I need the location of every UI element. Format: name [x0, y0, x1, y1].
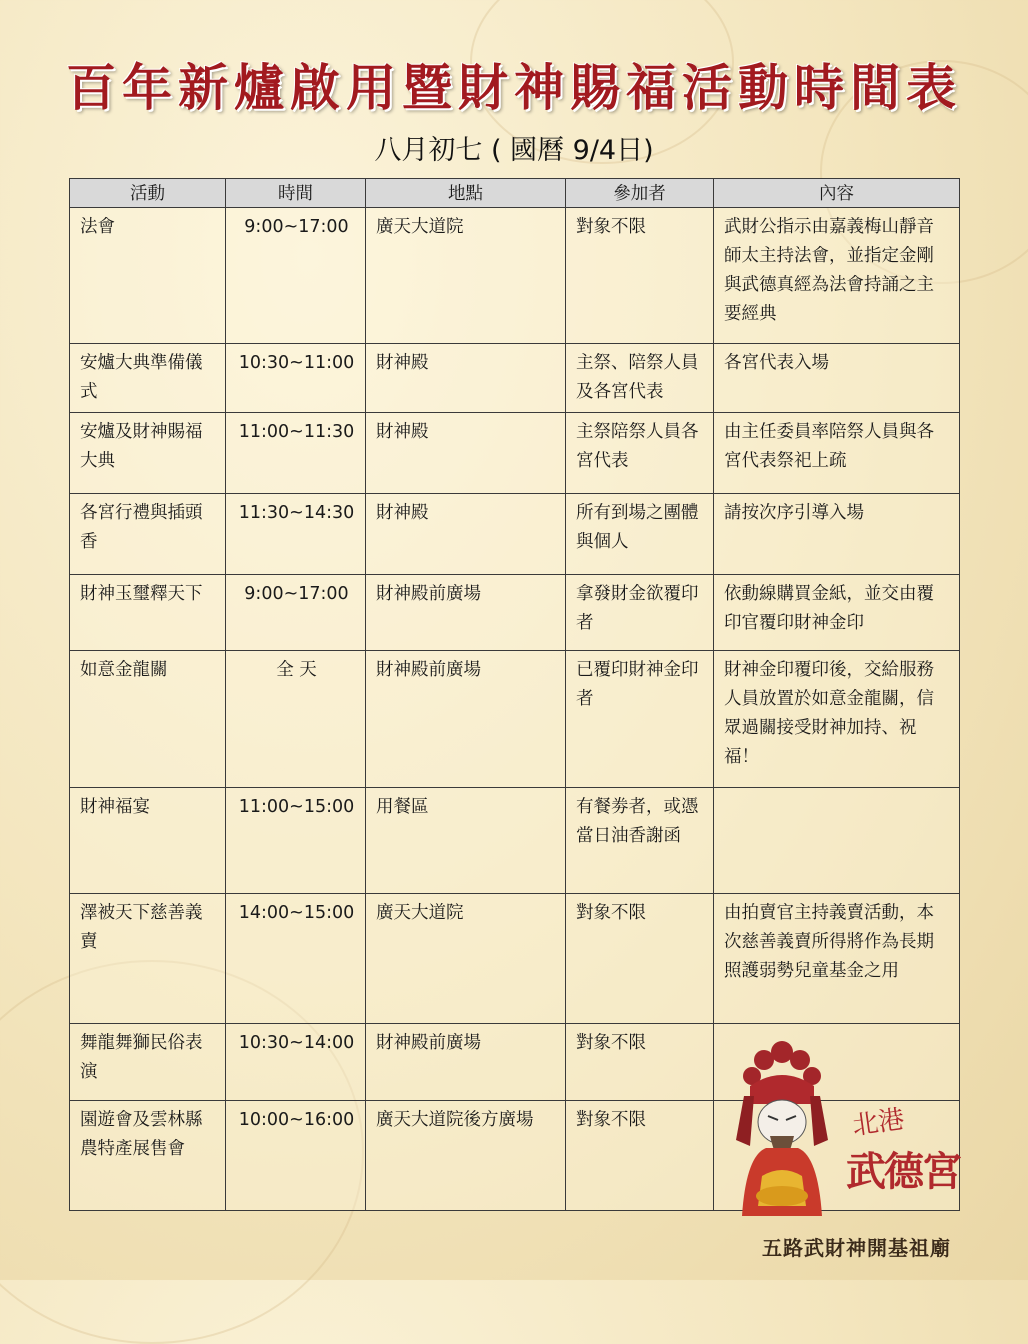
- cell-time: 11:00~15:00: [226, 788, 366, 894]
- cell-time: 10:00~16:00: [226, 1101, 366, 1211]
- cell-activity: 財神玉璽釋天下: [70, 575, 226, 651]
- cell-place: 財神殿: [366, 494, 566, 575]
- cell-time: 11:30~14:30: [226, 494, 366, 575]
- cell-activity: 各宮行禮與插頭香: [70, 494, 226, 575]
- cell-time: 10:30~14:00: [226, 1024, 366, 1101]
- page-title: 百年新爐啟用暨財神賜福活動時間表: [66, 58, 962, 117]
- header-time: 時間: [226, 179, 366, 208]
- footer-text: 五路武財神開基祖廟: [762, 1236, 951, 1260]
- cell-place: 財神殿: [366, 344, 566, 413]
- table-row: [70, 788, 960, 894]
- header-content: 內容: [714, 179, 960, 208]
- table-row: [70, 651, 960, 788]
- cell-participants: 主祭陪祭人員各宮代表: [566, 413, 714, 494]
- cell-participants: 所有到場之團體與個人: [566, 494, 714, 575]
- cell-place: 財神殿前廣場: [366, 1024, 566, 1101]
- table-row: [70, 894, 960, 1024]
- temple-logo: [722, 1036, 992, 1226]
- cell-content: 財神金印覆印後，交給服務人員放置於如意金龍關，信眾過關接受財神加持、祝福！: [714, 651, 960, 788]
- cell-time: 11:00~11:30: [226, 413, 366, 494]
- cell-content: [714, 788, 960, 894]
- cell-participants: 主祭、陪祭人員及各宮代表: [566, 344, 714, 413]
- cell-activity: 安爐及財神賜福大典: [70, 413, 226, 494]
- cell-content: 由主任委員率陪祭人員與各宮代表祭祀上疏: [714, 413, 960, 494]
- cell-content: 各宮代表入場: [714, 344, 960, 413]
- table-row: [70, 413, 960, 494]
- cell-content: 請按次序引導入場: [714, 494, 960, 575]
- cell-participants: 拿發財金欲覆印者: [566, 575, 714, 651]
- cell-content: 武財公指示由嘉義梅山靜音師太主持法會，並指定金剛與武德真經為法會持誦之主要經典: [714, 208, 960, 344]
- table-row: [70, 344, 960, 413]
- cell-place: 廣天大道院後方廣場: [366, 1101, 566, 1211]
- cell-time: 14:00~15:00: [226, 894, 366, 1024]
- god-of-wealth-figure-icon: [722, 1036, 852, 1216]
- cell-place: 財神殿前廣場: [366, 651, 566, 788]
- table-header-row: [70, 179, 960, 208]
- cell-participants: 對象不限: [566, 1024, 714, 1101]
- cell-activity: 如意金龍關: [70, 651, 226, 788]
- table-row: [70, 494, 960, 575]
- cell-activity: 園遊會及雲林縣農特產展售會: [70, 1101, 226, 1211]
- header-place: 地點: [366, 179, 566, 208]
- cell-participants: 對象不限: [566, 894, 714, 1024]
- cell-activity: 舞龍舞獅民俗表演: [70, 1024, 226, 1101]
- header-activity: 活動: [70, 179, 226, 208]
- table-row: [70, 575, 960, 651]
- cell-activity: 安爐大典準備儀式: [70, 344, 226, 413]
- cell-participants: 對象不限: [566, 208, 714, 344]
- cell-activity: 澤被天下慈善義賣: [70, 894, 226, 1024]
- cell-content: 依動線購買金紙，並交由覆印官覆印財神金印: [714, 575, 960, 651]
- cell-place: 廣天大道院: [366, 208, 566, 344]
- cell-participants: 有餐劵者，或憑當日油香謝函: [566, 788, 714, 894]
- cell-place: 用餐區: [366, 788, 566, 894]
- cell-content: 由拍賣官主持義賣活動，本次慈善義賣所得將作為長期照護弱勢兒童基金之用: [714, 894, 960, 1024]
- table-row: [70, 208, 960, 344]
- cell-place: 財神殿: [366, 413, 566, 494]
- cell-time: 10:30~11:00: [226, 344, 366, 413]
- cell-participants: 已覆印財神金印者: [566, 651, 714, 788]
- cell-time: 全 天: [226, 651, 366, 788]
- header-participants: 參加者: [566, 179, 714, 208]
- cell-activity: 法會: [70, 208, 226, 344]
- cell-time: 9:00~17:00: [226, 208, 366, 344]
- cell-time: 9:00~17:00: [226, 575, 366, 651]
- page-subtitle: 八月初七 ( 國曆 9/4日): [374, 135, 654, 166]
- cell-activity: 財神福宴: [70, 788, 226, 894]
- cell-place: 財神殿前廣場: [366, 575, 566, 651]
- logo-text-small: 北港: [850, 1104, 907, 1142]
- logo-text-large: 武德宮: [846, 1148, 960, 1195]
- cell-participants: 對象不限: [566, 1101, 714, 1211]
- cell-place: 廣天大道院: [366, 894, 566, 1024]
